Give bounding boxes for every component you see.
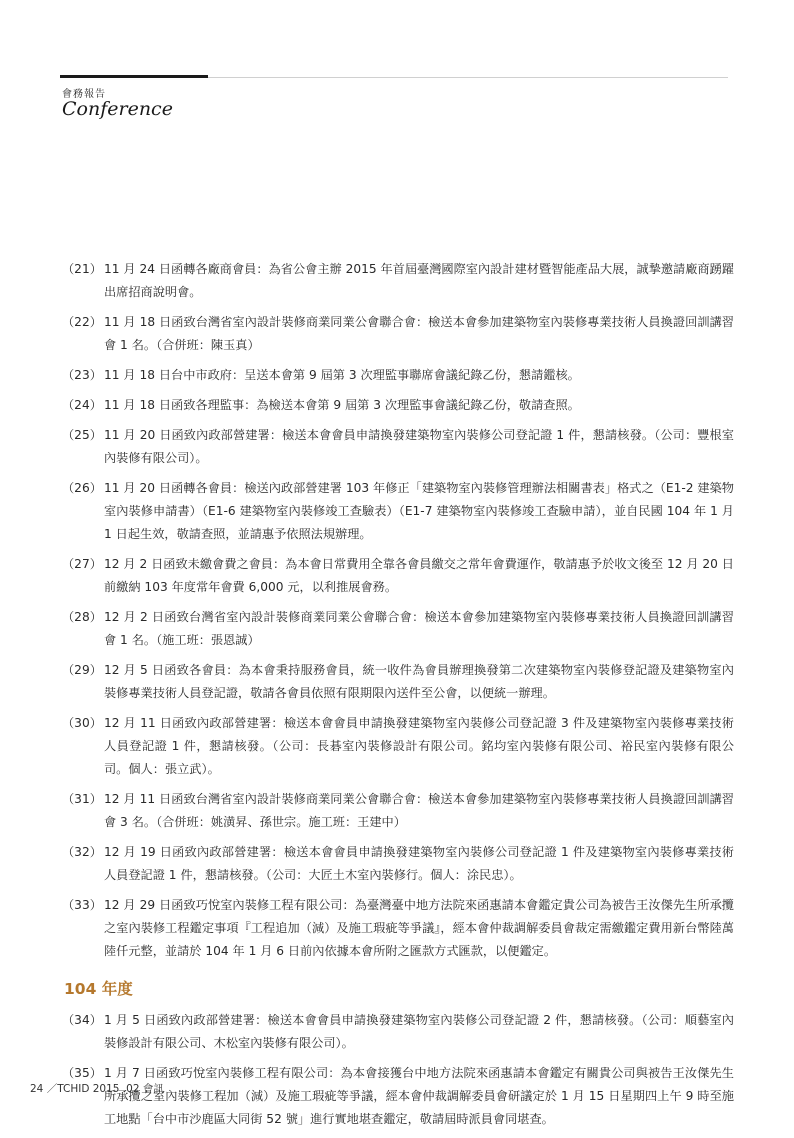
item-text: 11 月 20 日函轉各會員：檢送內政部營建署 103 年修正「建築物室內裝修管理辦法相關書表」格式之（E1-2 建築物室內裝修申請書）（E1-6 建築物室內裝修竣工查驗表）（E1-7 建築物室內裝修竣工查驗申請），並自民國 104 年 1 月 1 日起生效，敬請查照，並請惠予依照法規辦理。 [104,481,734,541]
item-number: （27） [62,557,102,571]
list-item [62,394,734,417]
section-label: 會務報告 [62,89,106,100]
item-list-103 [62,258,734,963]
list-item [62,788,734,834]
item-number: （34） [62,1013,102,1027]
list-item [62,606,734,652]
item-text: 12 月 2 日函致未繳會費之會員：為本會日常費用全靠各會員繳交之常年會費運作，敬請惠予於收文後至 12 月 20 日前繳納 103 年度常年會費 6,000 元，以利推展會務。 [104,557,734,594]
page-footer: 24 ／TCHID 2015 .02 會訊 [30,1083,164,1095]
year-heading: 104 年度 [64,980,133,998]
minutes-content [62,258,734,1138]
list-item [62,1062,734,1131]
list-item [62,894,734,963]
item-number: （31） [62,792,102,806]
item-number: （32） [62,845,102,859]
item-text: 11 月 24 日函轉各廠商會員：為省公會主辦 2015 年首屆臺灣國際室內設計建材暨智能產品大展，誠摯邀請廠商踴躍出席招商說明會。 [104,262,734,299]
item-list-104 [62,1009,734,1131]
item-number: （25） [62,428,102,442]
item-number: （23） [62,368,102,382]
list-item [62,258,734,304]
item-text: 12 月 29 日函致巧悅室內裝修工程有限公司：為臺灣臺中地方法院來函惠請本會鑑定貴公司為被告王汝傑先生所承攬之室內裝修工程鑑定事項『工程追加（減）及施工瑕疵等爭議』，經本會仲裁調解委員會裁定需繳鑑定費用新台幣陸萬陸仟元整，並請於 104 年 1 月 6 日前內依據本會所附之匯款方式匯款，以便鑑定。 [104,898,734,958]
item-number: （22） [62,315,102,329]
item-text: 12 月 5 日函致各會員：為本會秉持服務會員，統一收件為會員辦理換發第二次建築物室內裝修登記證及建築物室內裝修專業技術人員登記證，敬請各會員依照有限期限內送件至公會，以便統一辦理。 [104,663,734,700]
item-number: （33） [62,898,102,912]
list-item [62,1009,734,1055]
item-number: （21） [62,262,102,276]
item-number: （35） [62,1066,102,1080]
list-item [62,311,734,357]
list-item [62,424,734,470]
section-title: Conference [62,98,173,120]
item-text: 12 月 2 日函致台灣省室內設計裝修商業同業公會聯合會：檢送本會參加建築物室內裝修專業技術人員換證回訓講習會 1 名。（施工班：張恩誠） [104,610,734,647]
list-item [62,364,734,387]
item-text: 12 月 11 日函致內政部營建署：檢送本會會員申請換發建築物室內裝修公司登記證 3 件及建築物室內裝修專業技術人員登記證 1 件，懇請核發。（公司：長碁室內裝修設計有限公司。銘均室內裝修有限公司、裕民室內裝修有限公司。個人：張立武）。 [104,716,734,776]
item-number: （30） [62,716,102,730]
item-text: 12 月 11 日函致台灣省室內設計裝修商業同業公會聯合會：檢送本會參加建築物室內裝修專業技術人員換證回訓講習會 3 名。（合併班：姚潢昇、孫世宗。施工班：王建中） [104,792,734,829]
list-item [62,841,734,887]
item-text: 1 月 5 日函致內政部營建署：檢送本會會員申請換發建築物室內裝修公司登記證 2 件，懇請核發。（公司：順藝室內裝修設計有限公司、木松室內裝修有限公司）。 [104,1013,734,1050]
item-text: 11 月 18 日台中市政府：呈送本會第 9 屆第 3 次理監事聯席會議紀錄乙份，懇請鑑核。 [104,368,580,382]
header-rule-accent [60,75,208,78]
item-number: （29） [62,663,102,677]
item-number: （24） [62,398,102,412]
item-text: 12 月 19 日函致內政部營建署：檢送本會會員申請換發建築物室內裝修公司登記證 1 件及建築物室內裝修專業技術人員登記證 1 件，懇請核發。（公司：大匠土木室內裝修行。個人：涂民忠）。 [104,845,734,882]
item-text: 11 月 18 日函致台灣省室內設計裝修商業同業公會聯合會：檢送本會參加建築物室內裝修專業技術人員換證回訓講習會 1 名。（合併班：陳玉真） [104,315,734,352]
item-number: （28） [62,610,102,624]
item-text: 11 月 20 日函致內政部營建署：檢送本會會員申請換發建築物室內裝修公司登記證 1 件，懇請核發。（公司：豐根室內裝修有限公司）。 [104,428,734,465]
list-item [62,659,734,705]
item-number: （26） [62,481,102,495]
item-text: 1 月 7 日函致巧悅室內裝修工程有限公司：為本會接獲台中地方法院來函惠請本會鑑定有關貴公司與被告王汝傑先生所承攬之室內裝修工程加（減）及施工瑕疵等爭議，經本會仲裁調解委員會研議定於 1 月 15 日星期四上午 9 時至施工地點「台中市沙鹿區大同街 52 號」進行實地堪查鑑定，敬請屆時派員會同堪查。 [104,1066,734,1126]
list-item [62,553,734,599]
list-item [62,477,734,546]
list-item [62,712,734,781]
item-text: 11 月 18 日函致各理監事：為檢送本會第 9 屆第 3 次理監事會議紀錄乙份，敬請查照。 [104,398,580,412]
